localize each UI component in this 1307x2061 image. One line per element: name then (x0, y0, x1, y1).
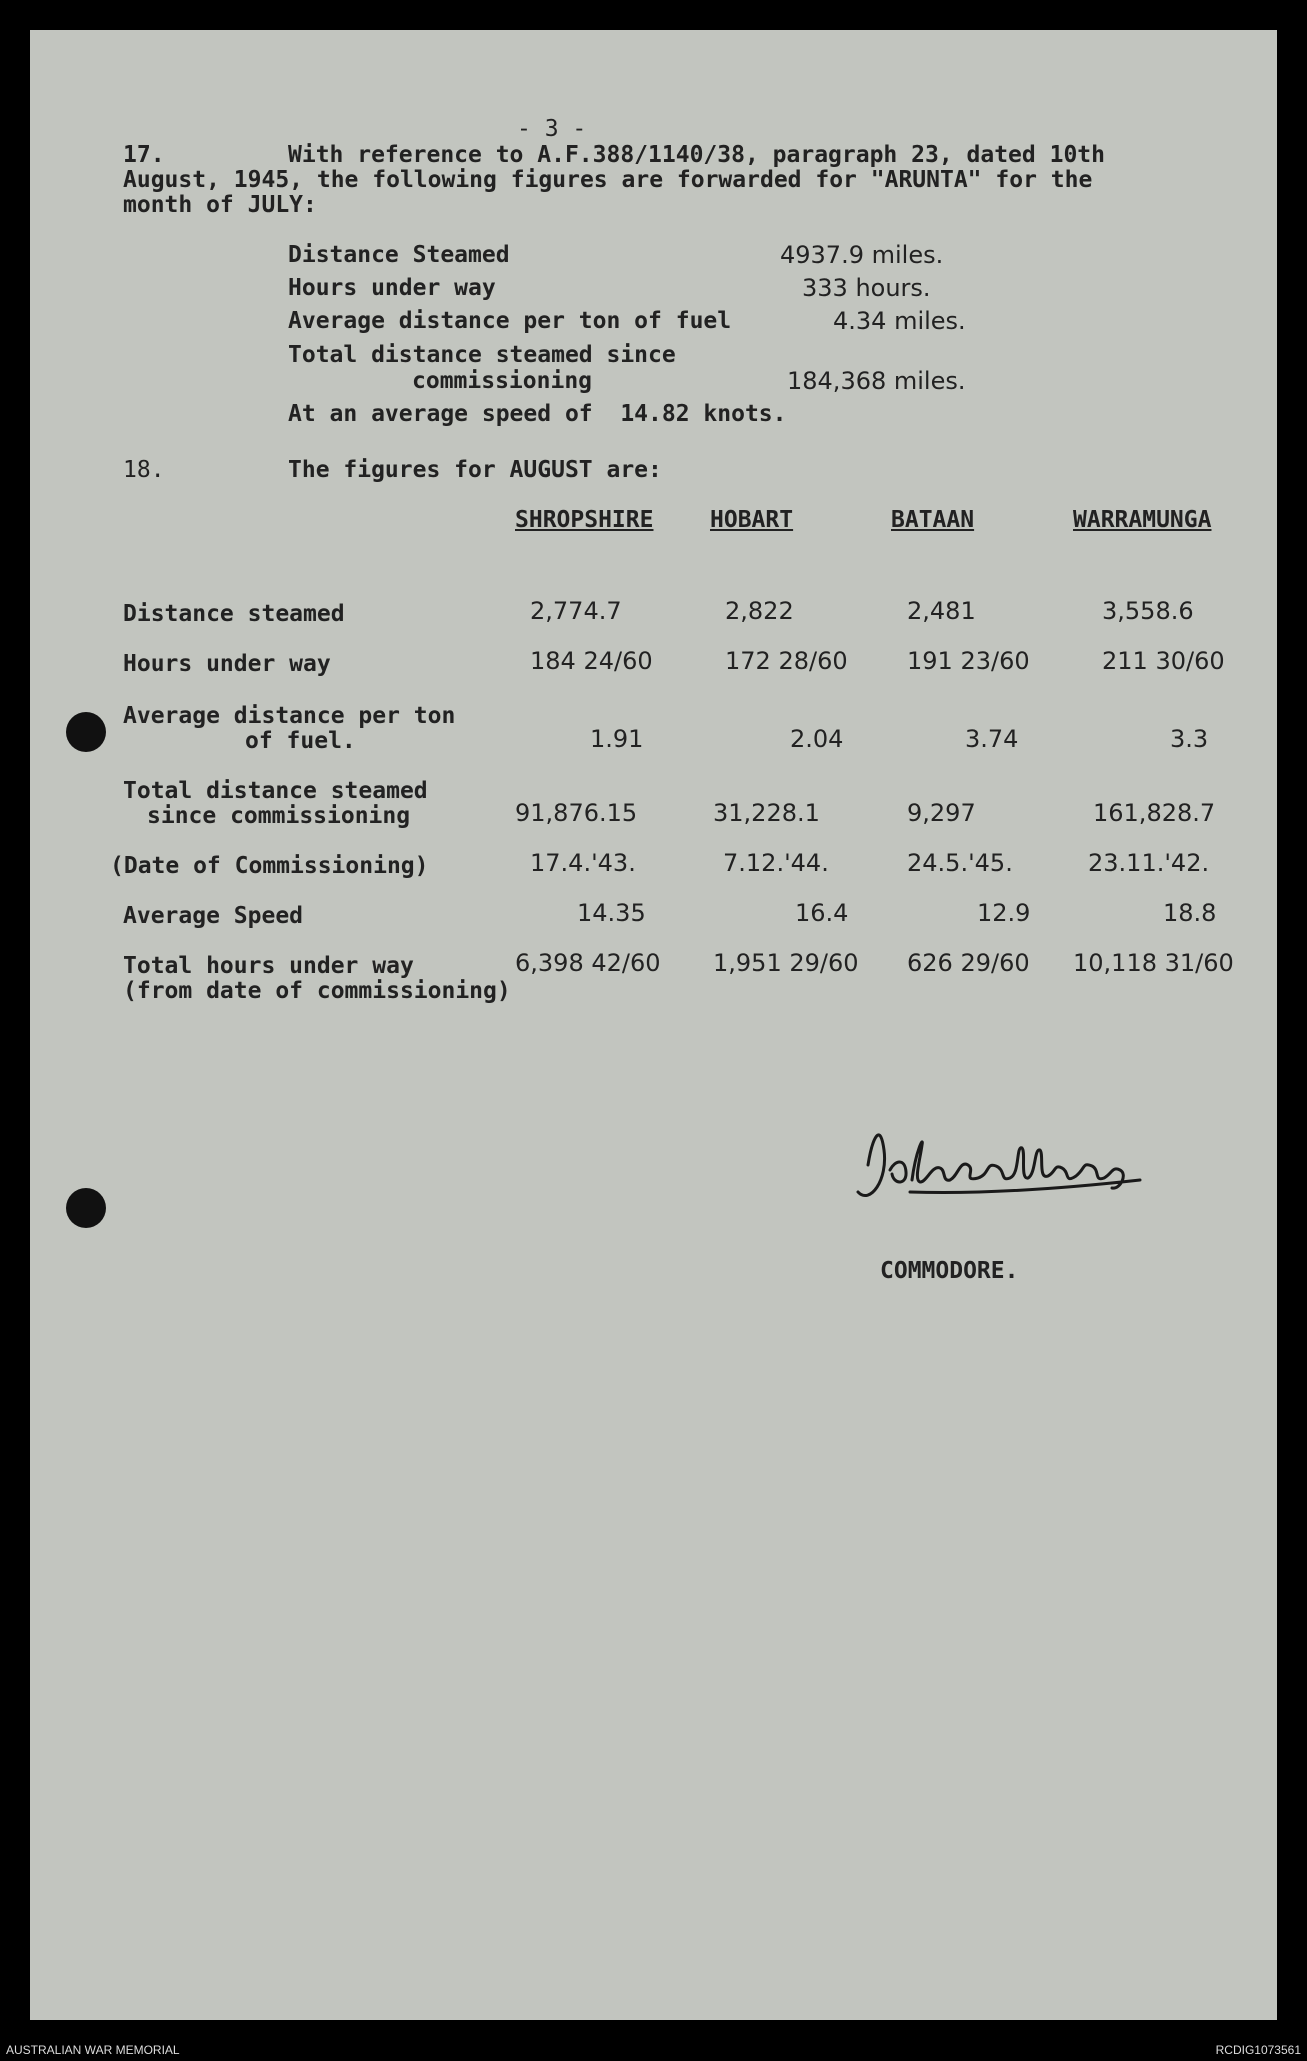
cell-speed-warramunga: 18.8 (1163, 899, 1217, 927)
cell-total-hours-warramunga: 10,118 31/60 (1073, 949, 1234, 977)
cell-distance-warramunga: 3,558.6 (1102, 597, 1194, 625)
cell-fuel-bataan: 3.74 (965, 725, 1019, 753)
punch-hole-lower (66, 1188, 106, 1228)
ship-header-shropshire: SHROPSHIRE (515, 507, 654, 533)
footer-record-id: RCDIG1073561 (1215, 2043, 1301, 2057)
cell-total-shropshire: 91,876.15 (515, 799, 638, 827)
july-fuel-label: Average distance per ton of fuel (288, 308, 732, 334)
cell-distance-hobart: 2,822 (725, 597, 794, 625)
cell-speed-shropshire: 14.35 (577, 899, 646, 927)
july-total-label-1: Total distance steamed since (288, 342, 676, 368)
page-number: - 3 - (517, 116, 587, 142)
cell-total-hobart: 31,228.1 (713, 799, 820, 827)
row-total-label-2: since commissioning (147, 803, 411, 829)
para17-number: 17. (123, 142, 165, 168)
cell-hours-bataan: 191 23/60 (907, 647, 1030, 675)
cell-total-hours-shropshire: 6,398 42/60 (515, 949, 661, 977)
july-speed-line: At an average speed of 14.82 knots. (288, 401, 787, 427)
cell-date-bataan: 24.5.'45. (907, 849, 1013, 877)
row-total-hours-label-2: (from date of commissioning) (123, 978, 511, 1004)
ship-header-warramunga: WARRAMUNGA (1073, 507, 1212, 533)
cell-date-hobart: 7.12.'44. (723, 849, 829, 877)
cell-total-bataan: 9,297 (907, 799, 976, 827)
cell-fuel-shropshire: 1.91 (590, 725, 644, 753)
row-date-label: (Date of Commissioning) (110, 853, 429, 879)
july-total-label-2: commissioning (412, 368, 593, 394)
para17-line2: August, 1945, the following figures are forwarded for "ARUNTA" for the (123, 167, 1093, 193)
july-distance-label: Distance Steamed (288, 242, 510, 268)
row-distance-label: Distance steamed (123, 601, 345, 627)
july-fuel-value: 4.34 miles. (833, 307, 966, 335)
row-hours-label: Hours under way (123, 651, 331, 677)
para18-number: 18. (123, 457, 165, 483)
para17-line3: month of JULY: (123, 192, 317, 218)
row-fuel-label-1: Average distance per ton (123, 703, 456, 729)
cell-date-shropshire: 17.4.'43. (530, 849, 636, 877)
cell-fuel-hobart: 2.04 (790, 725, 844, 753)
row-total-label-1: Total distance steamed (123, 778, 428, 804)
cell-speed-hobart: 16.4 (795, 899, 849, 927)
row-total-hours-label-1: Total hours under way (123, 953, 414, 979)
cell-hours-hobart: 172 28/60 (725, 647, 848, 675)
document-page (30, 30, 1277, 2020)
footer-source: AUSTRALIAN WAR MEMORIAL (6, 2043, 180, 2057)
july-distance-value: 4937.9 miles. (780, 241, 944, 269)
cell-date-warramunga: 23.11.'42. (1088, 849, 1210, 877)
punch-hole-upper (66, 712, 106, 752)
row-fuel-label-2: of fuel. (245, 728, 356, 754)
cell-distance-shropshire: 2,774.7 (530, 597, 622, 625)
handwritten-signature (850, 1110, 1170, 1220)
cell-speed-bataan: 12.9 (977, 899, 1031, 927)
cell-total-hours-hobart: 1,951 29/60 (713, 949, 859, 977)
cell-hours-warramunga: 211 30/60 (1102, 647, 1225, 675)
row-speed-label: Average Speed (123, 903, 304, 929)
cell-fuel-warramunga: 3.3 (1170, 725, 1209, 753)
july-hours-value: 333 hours. (802, 274, 931, 302)
july-total-value: 184,368 miles. (787, 367, 966, 395)
cell-total-hours-bataan: 626 29/60 (907, 949, 1030, 977)
cell-hours-shropshire: 184 24/60 (530, 647, 653, 675)
ship-header-hobart: HOBART (710, 507, 794, 533)
para17-line1: With reference to A.F.388/1140/38, paragraph 23, dated 10th (288, 142, 1105, 168)
july-hours-label: Hours under way (288, 275, 496, 301)
signatory-title: COMMODORE. (880, 1258, 1019, 1284)
para18-text: The figures for AUGUST are: (288, 457, 662, 483)
ship-header-bataan: BATAAN (891, 507, 975, 533)
cell-distance-bataan: 2,481 (907, 597, 976, 625)
cell-total-warramunga: 161,828.7 (1093, 799, 1216, 827)
